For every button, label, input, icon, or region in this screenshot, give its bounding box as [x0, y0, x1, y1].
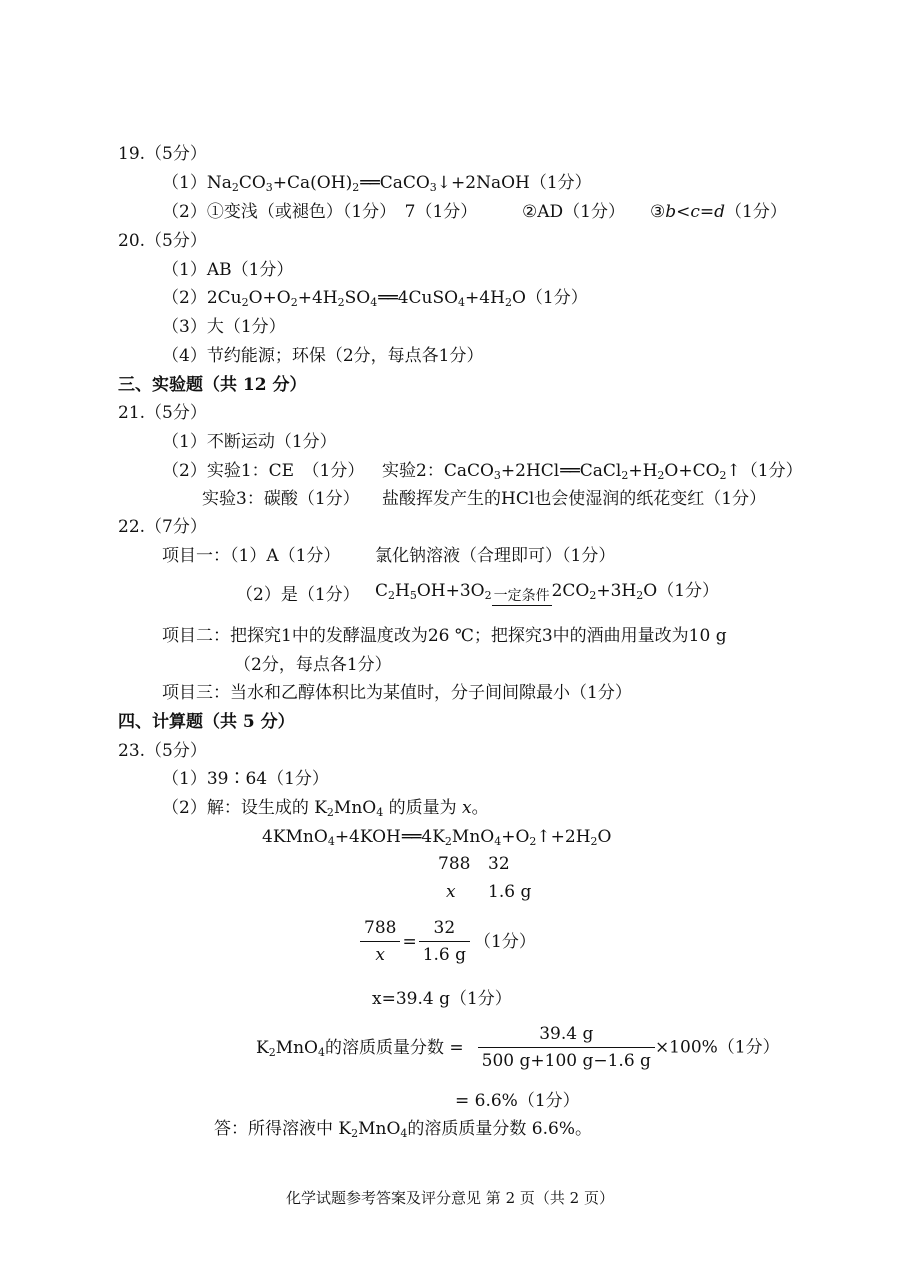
q19-line2c: ③b<c=d（1分） [650, 202, 787, 222]
q20-line3: （3）大（1分） [162, 317, 286, 337]
q23-proportion: $\frac{788}{x}$ = $\frac{32}{1.6 g}$ （1分） [360, 917, 536, 966]
q20-line1: （1）AB（1分） [162, 260, 294, 280]
q20-line4: （4）节约能源；环保（2分，每点各1分） [162, 346, 484, 366]
q19-line2a: （2）①变浅（或褪色）（1分） 7（1分） [162, 202, 478, 222]
q23-line2: （2）解：设生成的 $K_2MnO_4$ 的质量为 x。 [162, 798, 489, 819]
q23-heading: 23.（5分） [118, 741, 207, 761]
q23-molar-mass-2: 32 [488, 854, 510, 874]
q22-project1-a: 项目一：（1）A（1分） [162, 546, 341, 566]
q23-unknown: x [446, 882, 456, 902]
percent-fraction: $\frac{39.4 g}{500 g+100 g-1.6 g}$ [478, 1023, 655, 1072]
reaction-condition: 一定条件 [493, 588, 550, 604]
q23-x-result: x=39.4 g（1分） [372, 989, 512, 1009]
fraction-left: $\frac{788}{x}$ [360, 917, 400, 966]
q19-heading: 19.（5分） [118, 144, 207, 164]
q21-line1: （1）不断运动（1分） [162, 432, 337, 452]
q19-line2b: ②AD（1分） [522, 202, 625, 222]
q21-line3a: 实验3：碳酸（1分） [202, 489, 360, 509]
q23-mass-o2: 1.6 g [488, 882, 532, 902]
q20-heading: 20.（5分） [118, 231, 207, 251]
q21-line3b: 盐酸挥发产生的HCl也会使湿润的纸花变红（1分） [382, 489, 767, 509]
q22-project2-a: 项目二：把探究1中的发酵温度改为26 ℃；把探究3中的酒曲用量改为10 g [162, 626, 727, 646]
q23-percent-result: = 6.6%（1分） [455, 1091, 580, 1111]
q21-heading: 21.（5分） [118, 403, 207, 423]
q23-answer: 答：所得溶液中 $K_2MnO_4$的溶质质量分数 6.6%。 [214, 1119, 592, 1140]
section-4-title: 四、计算题（共 5 分） [118, 712, 295, 732]
q20-line2: $(2)2Cu_2O+O_2+4H_2SO_4══4CuSO_4+4H_2O(1$分） [162, 288, 588, 309]
q23-equation: $4KMnO_4+4KOH══4K_2MnO_4+O_2↑+2H_2O$ [262, 827, 612, 848]
q23-molar-mass-1: 788 [438, 854, 471, 874]
q19-line1: $(1)Na_2CO_3+Ca(OH)_2══CaCO_3↓+2NaOH(1$分） [162, 173, 592, 194]
section-3-title: 三、实验题（共 12 分） [118, 375, 307, 395]
q22-project1-b: 氯化钠溶液（合理即可）（1分） [375, 546, 616, 566]
q22-project2-b: （2分，每点各1分） [234, 655, 392, 675]
q23-percent-formula: $K_2MnO_4$的溶质质量分数 = $\frac{39.4 g}{500 g+100 g-1.6 g}$ ×100%（1分） [256, 1024, 780, 1071]
q21-line2b: 实验2：$CaCO_3+2HCl══CaCl_2+H_2O+CO_2↑(1$分） [382, 461, 803, 482]
q22-project3: 项目三：当水和乙醇体积比为某值时，分子间间隙最小（1分） [162, 683, 632, 703]
q21-line2a: （2）实验1：CE （1分） [162, 461, 365, 481]
fraction-right: $\frac{32}{1.6 g}$ [419, 917, 470, 966]
q23-line1: （1）39∶64（1分） [162, 769, 329, 789]
q22-heading: 22.（7分） [118, 517, 207, 537]
page-footer: 化学试题参考答案及评分意见 第 2 页（共 2 页） [286, 1189, 614, 1207]
q22-project1-equation: $C_2H_5OH+3O_2$ 一定条件 $2CO_2+3H_2O(1$分） [375, 581, 720, 604]
q22-project1-c: （2）是（1分） [236, 585, 360, 605]
